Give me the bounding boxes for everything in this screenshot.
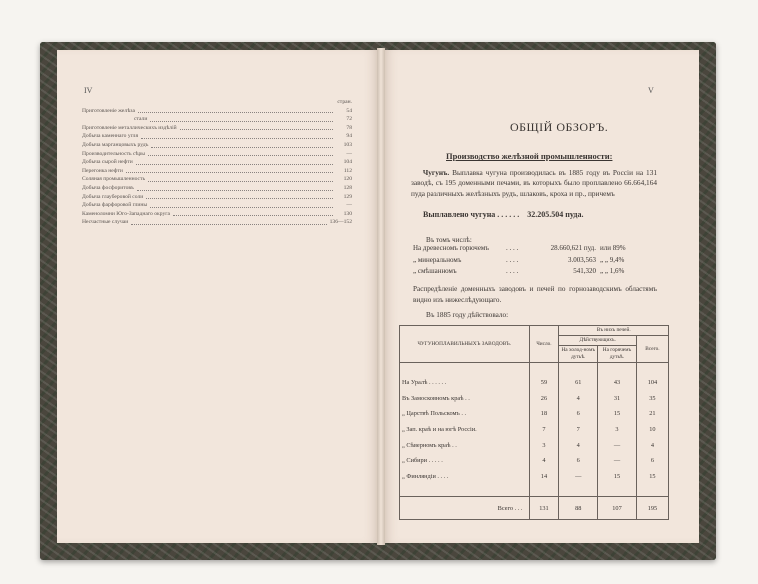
fuel-label: „ минеральномъ — [413, 255, 462, 264]
total-cold: 88 — [559, 497, 598, 520]
toc-entry — [82, 150, 352, 159]
smelted-value: 32.205.504 пуда. — [527, 210, 584, 219]
header-hot-blast: На горячемъ дутьѣ. — [598, 346, 637, 363]
count-cell: 18 — [529, 406, 559, 422]
total-label: Всего . . . — [400, 497, 530, 520]
leader-dots — [150, 207, 333, 208]
hot-blast-cell: 15 — [598, 406, 637, 422]
table-row — [400, 437, 669, 453]
toc-entry-page: 72 — [346, 116, 352, 123]
toc-entry-page: 129 — [343, 193, 352, 200]
furnace-table — [399, 325, 669, 520]
toc-entry-label: Добыча фарфоровой глины — [82, 202, 148, 209]
toc-entry — [82, 193, 352, 202]
toc-entry — [82, 141, 352, 150]
table-row — [400, 406, 669, 422]
region-cell: „ Финляндіи . . . . — [400, 469, 530, 485]
total-hot: 107 — [598, 497, 637, 520]
fuel-breakdown — [413, 243, 658, 278]
table-row — [400, 422, 669, 438]
leader-dots — [126, 172, 333, 173]
toc-entry — [82, 218, 352, 227]
book-gutter — [377, 48, 385, 545]
cold-blast-cell: 6 — [559, 453, 598, 469]
region-cell: На Уралѣ . . . . . . — [400, 375, 530, 391]
cold-blast-cell: 6 — [559, 406, 598, 422]
total-cell: 10 — [636, 422, 668, 438]
toc-entry-label: Соляная промышленность — [82, 176, 146, 183]
leader-dots — [151, 147, 333, 148]
fuel-amount: 541,320 — [573, 267, 596, 275]
hot-blast-cell: 43 — [598, 375, 637, 391]
table-total-row — [400, 497, 669, 520]
region-cell: „ Зап. краѣ и на югѣ Россіи. — [400, 422, 530, 438]
region-cell: „ Сибири . . . . . — [400, 453, 530, 469]
cold-blast-cell: 4 — [559, 437, 598, 453]
toc-entry — [82, 201, 352, 210]
toc-entry — [82, 115, 352, 124]
cold-blast-cell: 61 — [559, 375, 598, 391]
leader-dots: . . . . — [506, 267, 519, 275]
region-cell: Въ Замосковномъ краѣ . . — [400, 391, 530, 407]
toc-entry-page: 120 — [343, 176, 352, 183]
fuel-amount: 3.003,563 — [568, 255, 596, 264]
header-plants: ЧУГУНОПЛАВИЛЬНЫХЪ ЗАВОДОВЪ. — [400, 326, 530, 363]
toc-entry-label: Добыча фосфоритовъ — [82, 184, 134, 191]
toc-entry-page: 54 — [346, 107, 352, 114]
hot-blast-cell: — — [598, 437, 637, 453]
total-furnaces: 195 — [636, 497, 668, 520]
toc-entry-label: Добыча сырой нефти — [82, 159, 133, 166]
count-cell: 26 — [529, 391, 559, 407]
toc-entry-page: 136—152 — [329, 219, 352, 226]
toc-entry — [82, 210, 352, 219]
total-cell: 21 — [636, 406, 668, 422]
toc-entry-page: 130 — [343, 210, 352, 217]
cold-blast-cell: — — [559, 469, 598, 485]
section-subtitle: Производство желѣзной промышленности: — [446, 151, 613, 161]
fuel-source-row — [413, 266, 658, 278]
leader-dots — [131, 224, 326, 225]
hot-blast-cell: 3 — [598, 422, 637, 438]
count-cell: 3 — [529, 437, 559, 453]
region-cell: „ Сѣверномъ краѣ . . — [400, 437, 530, 453]
hot-blast-cell: 31 — [598, 391, 637, 407]
toc-entry-page: 112 — [343, 167, 352, 174]
region-cell: „ Царствѣ Польскомъ . . — [400, 406, 530, 422]
count-cell: 4 — [529, 453, 559, 469]
leader-dots: . . . . — [506, 244, 519, 252]
total-cell: 35 — [636, 391, 668, 407]
toc-entry-page: — — [346, 150, 352, 157]
toc-entry-label: Добыча марганцовыхъ рудъ — [82, 141, 149, 148]
hot-blast-cell: 15 — [598, 469, 637, 485]
toc-entry-label: стали — [134, 116, 148, 123]
table-of-contents — [82, 98, 352, 227]
toc-entry-page: 104 — [343, 159, 352, 166]
table-row — [400, 453, 669, 469]
leader-dots — [173, 215, 333, 216]
hot-blast-cell: — — [598, 453, 637, 469]
toc-entry — [82, 124, 352, 133]
including-label: Въ томъ числѣ: — [426, 236, 472, 244]
leader-dots — [148, 181, 333, 182]
total-count: 131 — [529, 497, 559, 520]
count-cell: 59 — [529, 375, 559, 391]
toc-entry-label: Приготовленіе металлическихъ издѣлій — [82, 124, 177, 131]
toc-column-header: стран. — [337, 99, 352, 105]
toc-entry — [82, 132, 352, 141]
toc-entry-label: Добыча каменнаго угля — [82, 133, 139, 140]
total-cell: 15 — [636, 469, 668, 485]
leader-dots — [138, 112, 333, 113]
smelted-label: Выплавлено чугуна . . . . . . — [423, 210, 520, 219]
fuel-label: „ смѣшанномъ — [413, 267, 457, 275]
fuel-source-row — [413, 255, 658, 267]
toc-entry — [82, 158, 352, 167]
distribution-paragraph: Распредѣленіе доменныхъ заводовъ и печей по горнозаводскимъ областямъ видно изъ нижеслѣдующаго. — [413, 285, 657, 304]
total-cell: 104 — [636, 375, 668, 391]
toc-entry-label: Каменоломни Юго-Западнаго округа — [82, 210, 171, 217]
leader-dots — [180, 129, 333, 130]
fuel-amount: 28.660,621 пуд. — [550, 244, 596, 252]
total-cell: 6 — [636, 453, 668, 469]
leader-dots — [137, 190, 333, 191]
total-cell: 4 — [636, 437, 668, 453]
leader-dots — [150, 121, 333, 122]
toc-entry — [82, 175, 352, 184]
right-page-number: V — [648, 86, 654, 95]
header-cold-blast: На холод-номъ дутьѣ. — [559, 346, 598, 363]
table-row — [400, 391, 669, 407]
count-cell: 14 — [529, 469, 559, 485]
leader-dots — [146, 198, 333, 199]
toc-entry-page: 103 — [343, 141, 352, 148]
table-row — [400, 469, 669, 485]
fuel-label: На древесномъ горючемъ — [413, 244, 489, 252]
cold-blast-cell: 4 — [559, 391, 598, 407]
header-furnaces: Въ нихъ печей. — [559, 326, 669, 336]
toc-entry-page: 94 — [346, 133, 352, 140]
smelted-total — [423, 210, 583, 219]
intro-paragraph — [411, 168, 657, 199]
toc-entry — [82, 167, 352, 176]
left-page-number: IV — [84, 86, 93, 95]
paragraph-lead: Чугунъ. — [422, 168, 450, 177]
toc-entry — [82, 184, 352, 193]
header-count: Число. — [529, 326, 559, 363]
table-intro: Въ 1885 году дѣйствовало: — [426, 311, 509, 319]
table-row — [400, 375, 669, 391]
page-title: ОБЩІЙ ОБЗОРЪ. — [510, 120, 609, 134]
fuel-share: или 89% — [600, 244, 626, 252]
fuel-share: „ „ 9,4% — [600, 255, 625, 264]
fuel-share: „ „ 1,6% — [600, 267, 625, 275]
toc-entry-label: Добыча глауберовой соли — [82, 193, 144, 200]
fuel-source-row — [413, 243, 658, 255]
header-active: Дѣйствующихъ. — [559, 336, 636, 346]
leader-dots: . . . . — [506, 255, 519, 264]
cold-blast-cell: 7 — [559, 422, 598, 438]
leader-dots — [148, 155, 333, 156]
toc-entry-label: Приготовленіе желѣза — [82, 107, 135, 114]
toc-entry-page: 78 — [346, 124, 352, 131]
toc-entry-page: — — [346, 202, 352, 209]
leader-dots — [136, 164, 333, 165]
toc-entry-page: 128 — [343, 184, 352, 191]
count-cell: 7 — [529, 422, 559, 438]
leader-dots — [141, 138, 333, 139]
toc-entry-label: Производительность сѣры — [82, 150, 146, 157]
toc-entry-label: Несчастные случаи — [82, 219, 129, 226]
toc-entry — [82, 107, 352, 116]
paragraph-text: Выплавка чугуна производилась въ 1885 году въ Россіи на 131 заводѣ, съ 195 доменными печами, въ которыхъ было проплавлено 66.664,164 пуда различныхъ желѣзныхъ рудъ, шлаковъ, кроха и пр., причемъ — [411, 168, 658, 198]
toc-entry-label: Перегонка нефти — [82, 167, 123, 174]
header-total: Всего. — [636, 336, 668, 363]
